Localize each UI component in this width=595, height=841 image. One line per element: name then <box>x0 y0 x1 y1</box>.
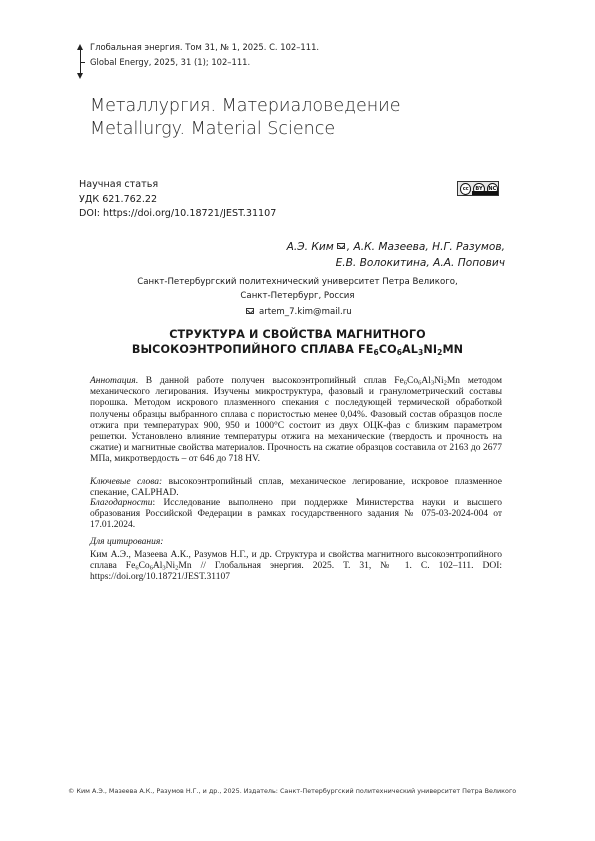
email-line <box>0 307 595 317</box>
doi-link[interactable]: DOI: https://doi.org/10.18721/JEST.31107 <box>79 208 277 219</box>
authors-rest: , А.К. Мазеева, Н.Г. Разумов, <box>346 241 505 253</box>
abstract-label: Аннотация <box>90 376 136 386</box>
affiliation-line-2: Санкт-Петербург, Россия <box>240 291 355 301</box>
nc-icon: NC <box>487 183 498 195</box>
envelope-icon <box>246 308 254 314</box>
cc-strip <box>472 191 498 195</box>
by-icon: BY <box>473 183 484 195</box>
funding: Благодарности: Исследование выполнено при поддержке Министерства науки и высшего образования Российской Федерации в рамках государственного задания № 075-03-2024-004 от 17.01.2024. <box>90 498 502 531</box>
article-title-line-2: ВЫСОКОЭНТРОПИЙНОГО СПЛАВА $FE_6CO_6AL_3NI_2MN$ <box>131 343 464 357</box>
copyright-footer: © Ким А.Э., Мазеева А.К., Разумов Н.Г., и др., 2025. Издатель: Санкт-Петербургский политехнический университет Петра Великого <box>68 787 517 795</box>
journal-citation-ru: Глобальная энергия. Том 31, № 1, 2025. С. 102–111. <box>90 42 320 52</box>
journal-citation-en: Global Energy, 2025, 31 (1); 102–111. <box>90 57 251 67</box>
author-corresponding[interactable]: А.Э. Ким <box>286 241 334 253</box>
section-title-ru: Металлургия. Материаловедение <box>90 96 401 116</box>
section-title-en: Metallurgy. Material Science <box>90 119 336 139</box>
cc-icon: cc <box>460 183 471 195</box>
header-tick-line <box>80 62 85 63</box>
article-title-line-1: СТРУКТУРА И СВОЙСТВА МАГНИТНОГО <box>169 328 426 341</box>
citation-text: Ким А.Э., Мазеева А.К., Разумов Н.Г., и др. Структура и свойства магнитного высокоэнтропийного сплава $Fe_6Co_6Al_3Ni_2Mn$ // Глобальная энергия. 2025. Т. 31, № 1. С. 102–111. DOI: https://doi.org/10.18721/JEST.31107 <box>90 550 502 583</box>
abstract: Аннотация. В данной работе получен высокоэнтропийный сплав $Fe_6Co_6Al_3Ni_2Mn$ методом механического легирования. Изучены микроструктура, фазовый и гранулометрический составы порошка. Методом искрового плазменного спекания с последующей термической обработкой получены образцы выбранного сплава с пористостью менее 0,04%. Фазовый состав образцов после отжига при температурах 900, 950 и 1000°С состоит из двух ОЦК-фаз с близким параметром решетки. Установлено влияние температуры отжига на механические (твердость и прочность на сжатие) и магнитные свойства материалов. Прочность на сжатие образцов составила от 2163 до 2677 МПа, микротвердость – от 646 до 718 HV. <box>90 376 502 465</box>
citation-label: Для цитирования: <box>90 537 164 547</box>
authors-line-1 <box>287 241 505 253</box>
funding-label: Благодарности <box>90 498 153 508</box>
keywords: Ключевые слова: высокоэнтропийный сплав, механическое легирование, искровое плазменное спекание, CALPHAD. <box>90 477 502 499</box>
arrow-down-icon <box>77 73 83 79</box>
authors-line-2: Е.В. Волокитина, А.А. Попович <box>335 257 505 269</box>
article-type: Научная статья <box>79 179 159 190</box>
affiliation-line-1: Санкт-Петербургский политехнический университет Петра Великого, <box>137 277 458 287</box>
email-link[interactable]: artem_7.kim@mail.ru <box>258 307 352 317</box>
cc-license-badge[interactable] <box>457 181 499 196</box>
udc-code: УДК 621.762.22 <box>79 194 158 205</box>
keywords-label: Ключевые слова: <box>90 477 163 487</box>
envelope-icon <box>337 243 345 249</box>
